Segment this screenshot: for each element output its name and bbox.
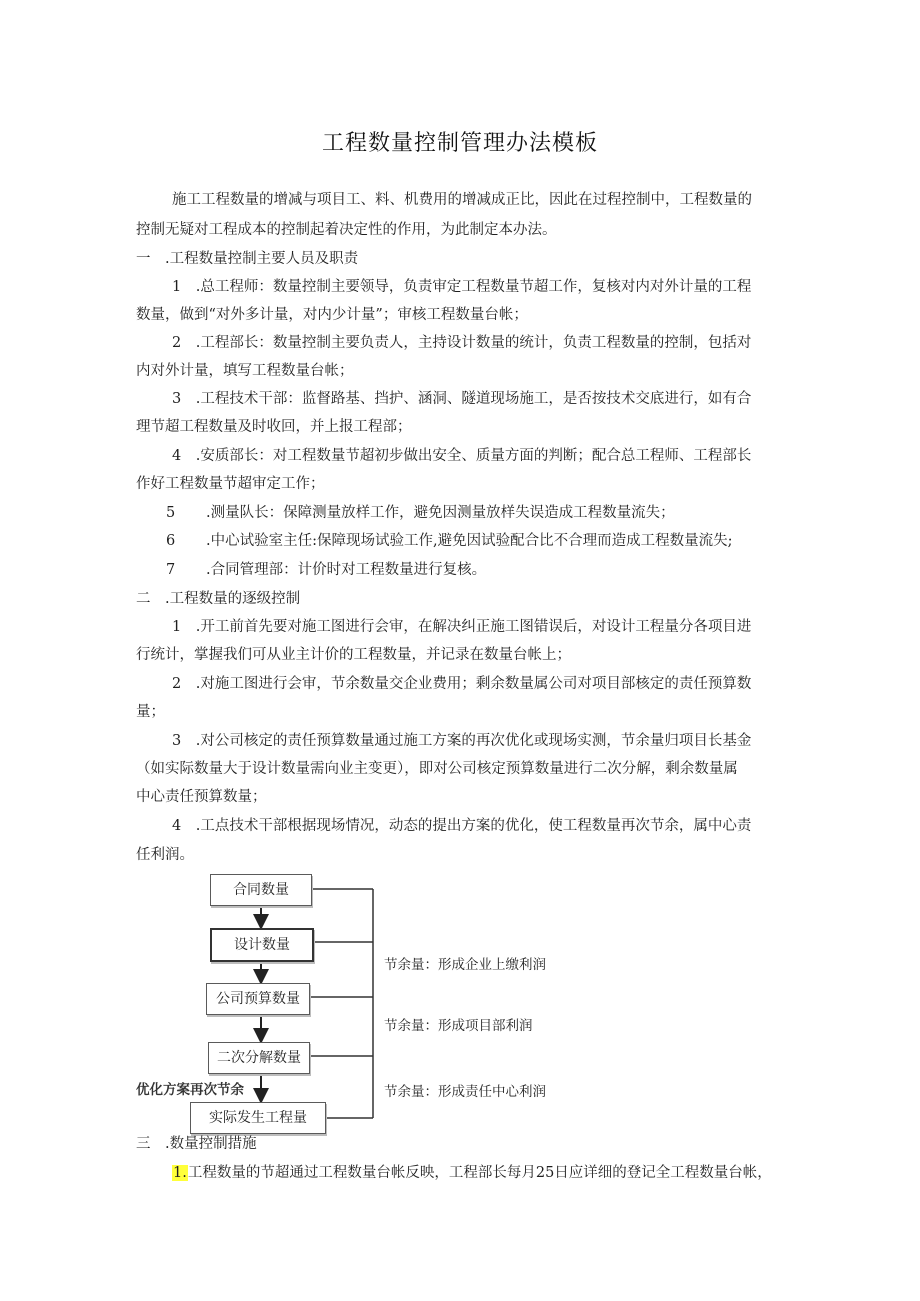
- s1-item-7-text: .合同管理部：计价时对工程数量进行复核。: [206, 562, 487, 578]
- section-3-heading: 三 .数量控制措施: [136, 1136, 257, 1152]
- s1-item-6-num: 6: [166, 533, 176, 549]
- flow-note-1: 节余量：形成企业上缴利润: [384, 957, 546, 973]
- s1-item-4-line-1: 4 .安质部长：对工程数量节超初步做出安全、质量方面的判断；配合总工程师、工程部长: [172, 448, 752, 464]
- s2-item-1-line-1: 1 .开工前首先要对施工图进行会审，在解决纠正施工图错误后，对设计工程量分各项目进: [172, 619, 752, 635]
- s1-item-3-line-2: 理节超工程数量及时收回，并上报工程部；: [136, 419, 412, 435]
- s2-item-1-line-2: 行统计，掌握我们可从业主计价的工程数量，并记录在数量台帐上；: [136, 647, 571, 663]
- flow-side-label: 优化方案再次节余: [136, 1082, 244, 1098]
- s2-item-3-line-2: （如实际数量大于设计数量需向业主变更），即对公司核定预算数量进行二次分解，剩余数量属: [136, 761, 738, 777]
- section-2-heading: 二 .工程数量的逐级控制: [136, 591, 301, 607]
- flow-note-2: 节余量：形成项目部利润: [384, 1018, 533, 1034]
- s3-item-1: [172, 1163, 832, 1183]
- s1-item-5: [166, 503, 826, 523]
- s1-item-7: [166, 560, 826, 580]
- s2-item-4-line-1: 4 .工点技术干部根据现场情况，动态的提出方案的优化，使工程数量再次节余，属中心责: [172, 818, 752, 834]
- s1-item-6-text: .中心试验室主任:保障现场试验工作,避免因试验配合比不合理而造成工程数量流失;: [206, 533, 733, 549]
- s3-item-1-text: 工程数量的节超通过工程数量台帐反映，工程部长每月25日应详细的登记全工程数量台帐，: [187, 1165, 772, 1181]
- s2-item-2-line-2: 量；: [136, 704, 165, 720]
- intro-line-2: 控制无疑对工程成本的控制起着决定性的作用，为此制定本办法。: [136, 222, 557, 238]
- s2-item-4-line-2: 任利润。: [136, 847, 194, 863]
- s1-item-2-line-1: 2 .工程部长：数量控制主要负责人，主持设计数量的统计，负责工程数量的控制，包括对: [172, 335, 752, 351]
- s1-item-5-num: 5: [166, 505, 176, 521]
- flow-box-company-budget: 公司预算数量: [206, 983, 310, 1015]
- section-1-heading: 一 .工程数量控制主要人员及职责: [136, 251, 359, 267]
- s1-item-6: [166, 531, 826, 551]
- s1-item-4-line-2: 作好工程数量节超审定工作；: [136, 476, 325, 492]
- intro-line-1: 施工工程数量的增减与项目工、料、机费用的增减成正比，因此在过程控制中，工程数量的: [172, 192, 752, 208]
- s1-item-2-line-2: 内对外计量，填写工程数量台帐；: [136, 363, 354, 379]
- flow-box-second-breakdown: 二次分解数量: [208, 1042, 310, 1074]
- s1-item-1-line-1: 1 .总工程师：数量控制主要领导，负责审定工程数量节超工作，复核对内对外计量的工程: [172, 279, 752, 295]
- s1-item-5-text: .测量队长：保障测量放样工作，避免因测量放样失误造成工程数量流失；: [206, 505, 675, 521]
- s1-item-3-line-1: 3 .工程技术干部：监督路基、挡护、涵洞、隧道现场施工，是否按技术交底进行，如有合: [172, 391, 752, 407]
- flow-note-3: 节余量：形成责任中心利润: [384, 1084, 546, 1100]
- s2-item-3-line-3: 中心责任预算数量；: [136, 789, 267, 805]
- s2-item-3-line-1: 3 .对公司核定的责任预算数量通过施工方案的再次优化或现场实测，节余量归项目长基金: [172, 733, 752, 749]
- s2-item-2-line-1: 2 .对施工图进行会审，节余数量交企业费用；剩余数量属公司对项目部核定的责任预算数: [172, 676, 752, 692]
- s3-item-1-num: 1.: [173, 1165, 187, 1181]
- s1-item-1-line-2: 数量，做到“对外多计量，对内少计量”；审核工程数量台帐；: [136, 307, 528, 323]
- flow-box-design-quantity: 设计数量: [210, 928, 314, 962]
- s1-item-7-num: 7: [166, 562, 176, 578]
- flow-box-actual-quantity: 实际发生工程量: [190, 1102, 326, 1134]
- page-title: 工程数量控制管理办法模板: [321, 131, 598, 156]
- flowchart: [136, 868, 596, 1136]
- flow-box-contract-quantity: 合同数量: [210, 874, 312, 906]
